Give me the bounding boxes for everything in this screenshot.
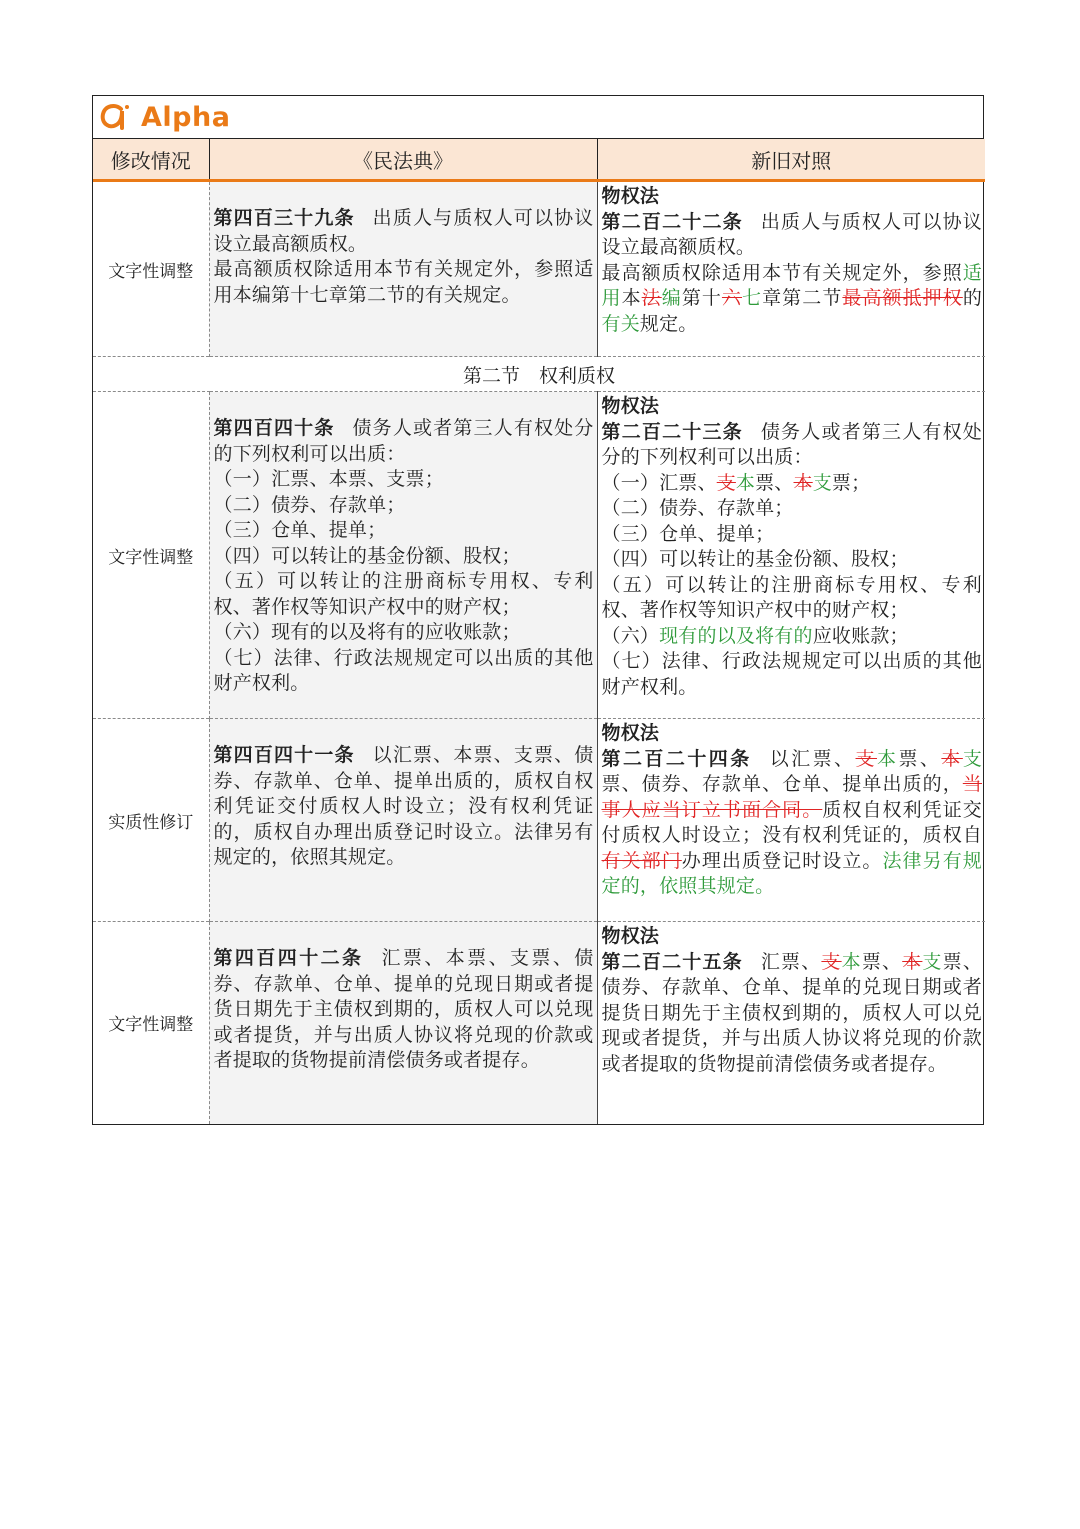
- text-segment: （七）法律、行政法规规定可以出质的其他财产权利。: [601, 650, 982, 698]
- text-segment: 以汇票、: [769, 747, 856, 770]
- section-title: 第二节 权利质权: [93, 357, 985, 392]
- text-segment: 最高额质权除适用本节有关规定外，参照适用本编第十七章第二节的有关规定。: [213, 258, 594, 306]
- added-text: 七: [742, 287, 763, 309]
- text-segment: （三）仓单、提单；: [601, 522, 775, 545]
- text-segment: 以汇票、本票、支票、债券、存款单、仓单、提单出质的，质权自权利凭证交付质权人时设立；没有权利凭证的，质权自办理出质登记时设立。法律另有规定的，依照其规定。: [213, 744, 594, 868]
- text-line: [602, 547, 983, 573]
- text-segment: 票、: [861, 950, 903, 973]
- old-law-source: 物权法: [601, 395, 660, 417]
- text-line: [214, 569, 594, 620]
- article-number: 第四百四十一条: [213, 744, 355, 766]
- header-comparison: 新旧对照: [597, 139, 985, 181]
- old-law-source: 物权法: [601, 722, 660, 744]
- text-segment: 最高额质权除适用本节有关规定外，参照: [601, 261, 963, 284]
- article-number: 第四百三十九条: [213, 207, 355, 229]
- comparison-cell: [597, 922, 985, 1124]
- article-number: 第二百二十二条: [601, 210, 743, 233]
- article-number: 第二百二十三条: [601, 420, 743, 443]
- civil-code-cell: [209, 392, 597, 719]
- deleted-text: 最高额抵押权: [842, 287, 963, 309]
- comparison-cell: [597, 181, 985, 357]
- text-segment: 第十: [681, 287, 722, 309]
- text-segment: 应收账款；: [812, 624, 909, 647]
- header-civil-code: 《民法典》: [209, 139, 597, 181]
- text-segment: （一）汇票、: [601, 471, 717, 494]
- text-line: [214, 518, 594, 544]
- table-row: [93, 922, 985, 1124]
- deleted-text: 本: [941, 747, 963, 770]
- article-number: 第四百四十二条: [213, 947, 364, 969]
- text-segment: （二）债券、存款单；: [213, 493, 406, 516]
- old-law-source: 物权法: [601, 925, 660, 947]
- text-segment: 出质人与质权人可以协议设立最高额质权。: [601, 210, 982, 258]
- added-text: 编: [661, 287, 682, 309]
- text-line: [214, 467, 594, 493]
- change-type: 文字性调整: [93, 181, 209, 357]
- text-segment: 票、债券、存款单、仓单、提单出质的，: [601, 773, 963, 795]
- text-segment: （四）可以转让的基金份额、股权；: [601, 548, 909, 570]
- table-row: [93, 719, 985, 922]
- table-row: [93, 392, 985, 719]
- text-segment: （六）: [601, 624, 660, 647]
- deleted-text: 六: [721, 287, 743, 309]
- text-line: [602, 649, 983, 700]
- added-text: 支: [962, 747, 983, 770]
- header-change-type: 修改情况: [93, 139, 209, 181]
- deleted-text: 本: [793, 471, 813, 494]
- text-segment: （四）可以转让的基金份额、股权；: [213, 544, 521, 567]
- article-number: 第四百四十条: [213, 417, 335, 439]
- table-row: [93, 181, 985, 357]
- text-segment: 汇票、本票、支票、债券、存款单、仓单、提单的兑现日期或者提货日期先于主债权到期的，质权人可以兑现或者提货，并与出质人协议将兑现的价款或者提取的货物提前清偿债务或者提存。: [213, 947, 594, 1071]
- text-segment: （五）可以转让的注册商标专用权、专利权、著作权等知识产权中的财产权；: [213, 570, 594, 618]
- added-text: 适用: [601, 261, 982, 309]
- civil-code-text: [210, 182, 597, 308]
- added-text: 有关: [601, 312, 640, 335]
- comparison-sheet: [92, 95, 984, 1125]
- text-line: [602, 522, 983, 548]
- civil-code-cell: [209, 922, 597, 1124]
- text-segment: （五）可以转让的注册商标专用权、专利权、著作权等知识产权中的财产权；: [601, 573, 982, 621]
- deleted-text: 支: [855, 747, 877, 770]
- text-line: [602, 624, 983, 650]
- added-text: 现有的以及将有的: [659, 624, 813, 647]
- civil-code-cell: [209, 181, 597, 357]
- text-line: [214, 946, 594, 1074]
- text-segment: 章第二节: [762, 287, 843, 309]
- article-number: 第二百二十五条: [601, 950, 743, 973]
- text-line: [602, 747, 983, 900]
- text-segment: （六）现有的以及将有的应收账款；: [213, 621, 521, 643]
- comparison-table: [93, 139, 985, 1124]
- text-line: [602, 420, 983, 471]
- section-row: [93, 357, 985, 392]
- text-line: [214, 620, 594, 646]
- text-segment: 规定。: [639, 312, 698, 335]
- text-segment: （七）法律、行政法规规定可以出质的其他财产权利。: [213, 646, 594, 694]
- civil-code-text: [210, 922, 597, 1074]
- alpha-logo-icon: [99, 102, 131, 132]
- deleted-text: 有关部门: [601, 849, 682, 872]
- text-segment: 票；: [831, 471, 871, 494]
- text-segment: （二）债券、存款单；: [601, 497, 794, 519]
- text-line: [214, 257, 594, 308]
- comparison-text: [598, 922, 986, 1077]
- text-line: [214, 646, 594, 697]
- text-segment: （三）仓单、提单；: [213, 519, 387, 541]
- text-segment: 票、: [755, 471, 794, 494]
- table-body: [93, 181, 985, 1124]
- text-segment: 本: [621, 287, 642, 309]
- text-segment: 出质人与质权人可以协议设立最高额质权。: [213, 207, 594, 255]
- added-text: 本: [841, 950, 862, 973]
- text-line: [214, 544, 594, 570]
- table-header-row: [93, 139, 985, 181]
- text-line: [214, 416, 594, 467]
- added-text: 本: [735, 471, 756, 494]
- article-number: 第二百二十四条: [601, 747, 752, 770]
- deleted-text: 支: [821, 950, 842, 973]
- text-segment: 票、债券、存款单、仓单、提单的兑现日期或者提货日期先于主债权到期的，质权人可以兑现或者提货，并与出质人协议将兑现的价款或者提取的货物提前清偿债务或者提存。: [601, 950, 983, 1075]
- text-segment: 债务人或者第三人有权处分的下列权利可以出质：: [213, 417, 594, 465]
- added-text: 本: [876, 747, 899, 770]
- deleted-text: 法: [641, 287, 662, 309]
- text-line: [214, 743, 594, 871]
- old-law-source: 物权法: [601, 185, 660, 207]
- change-type: 文字性调整: [93, 922, 209, 1124]
- text-line: [602, 496, 983, 522]
- text-line: [602, 471, 983, 497]
- text-line: [214, 493, 594, 519]
- text-segment: 债务人或者第三人有权处分的下列权利可以出质：: [601, 420, 982, 468]
- text-line: [602, 573, 983, 624]
- comparison-cell: [597, 719, 985, 922]
- comparison-text: [598, 719, 986, 900]
- text-segment: 办理出质登记时设立。: [681, 849, 883, 872]
- added-text: 支: [812, 471, 832, 494]
- text-segment: 的: [962, 287, 983, 309]
- added-text: 法律另有规定的，依照其规定。: [601, 849, 982, 897]
- civil-code-text: [210, 392, 597, 697]
- added-text: 支: [922, 950, 943, 973]
- deleted-text: 支: [716, 471, 736, 494]
- text-line: [602, 950, 983, 1078]
- brand-bar: [93, 96, 983, 139]
- change-type: 文字性调整: [93, 392, 209, 719]
- comparison-cell: [597, 392, 985, 719]
- text-segment: （一）汇票、本票、支票；: [213, 468, 444, 490]
- text-segment: 质权自权利凭证交付质权人时设立；没有权利凭证的，质权自: [601, 798, 982, 846]
- civil-code-text: [210, 719, 597, 871]
- text-segment: 票、: [898, 747, 942, 770]
- change-type: 实质性修订: [93, 719, 209, 922]
- text-line: [214, 206, 594, 257]
- civil-code-cell: [209, 719, 597, 922]
- deleted-text: 当事人应当订立书面合同。: [601, 773, 982, 821]
- deleted-text: 本: [902, 950, 923, 973]
- text-line: [602, 261, 983, 338]
- comparison-text: [598, 182, 986, 337]
- brand-name: Alpha: [141, 101, 231, 133]
- text-line: [602, 210, 983, 261]
- text-segment: 汇票、: [760, 950, 822, 973]
- comparison-text: [598, 392, 986, 700]
